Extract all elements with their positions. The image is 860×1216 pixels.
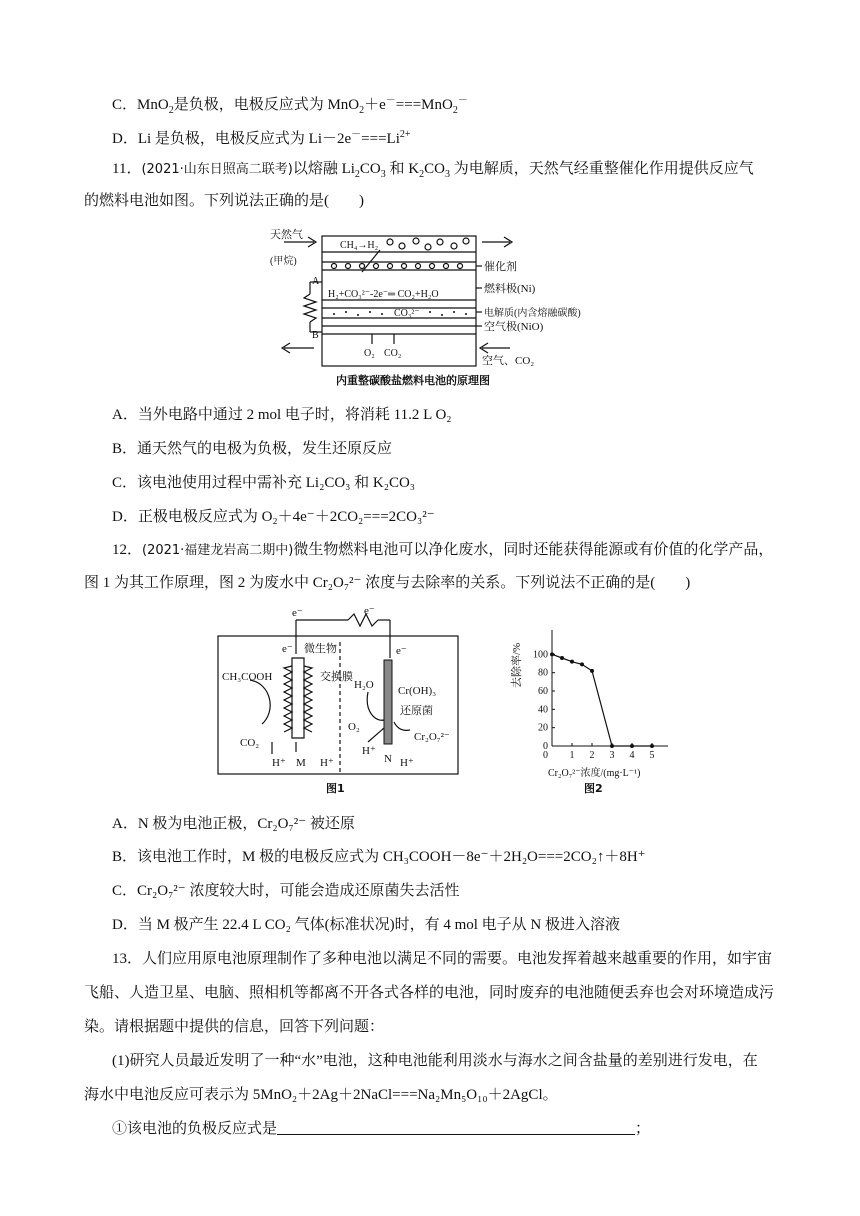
x-origin-label: 0 <box>543 750 548 761</box>
q12-stem: 12．(2021·福建龙岩高二期中)微生物燃料电池可以净化废水，同时还能获得能源或有价值的化学产品， <box>112 542 774 558</box>
q13-question-1: ①该电池的负极反应式是 ； <box>112 1121 651 1137</box>
x-tick-label: 2 <box>589 750 595 761</box>
q12-figure-2-chart <box>506 610 676 796</box>
fig1-caption: 图1 <box>326 782 345 795</box>
fig2-xlabel: Cr₂O₇²⁻浓度/(mg·L⁻¹) <box>548 768 641 779</box>
y-tick-label: 0 <box>543 741 548 752</box>
x-tick-label: 4 <box>629 750 635 761</box>
q12-option-b: B．该电池工作时，M 极的电极反应式为 CH₃COOH－8e⁻＋2H₂O===2CO₂↑＋8H⁺ <box>112 849 646 865</box>
fig1-reducing-bacteria: 还原菌 <box>400 705 433 717</box>
fig-label-electrolyte: 电解质(内含熔融碳酸) <box>484 308 581 319</box>
q13-part1-line2: 海水中电池反应可表示为 5MnO₂＋2Ag＋2NaCl===Na₂Mn₅O₁₀＋2AgCl。 <box>84 1087 558 1103</box>
y-tick-label: 20 <box>538 722 548 734</box>
x-tick-label: 5 <box>649 750 655 761</box>
q10-option-d: D．Li 是负极，电极反应式为 $Li-2e^-===Li^{2+}$ <box>112 129 411 147</box>
data-point <box>650 744 654 748</box>
y-tick-label: 80 <box>538 667 548 679</box>
fig-label-co2: CO₂ <box>384 348 402 359</box>
fig-label-reform: CH₄→H₂ <box>340 240 379 251</box>
fig-label-catalyst: 催化剂 <box>484 261 517 273</box>
q12-option-c: C．Cr₂O₇²⁻ 浓度较大时，可能会造成还原菌失去活性 <box>112 883 460 899</box>
q13-line-1: 13．人们应用原电池原理制作了多种电池以满足不同的需要。电池发挥着越来越重要的作用，如宇宙 <box>112 951 773 967</box>
fig1-h-mid: H⁺ <box>320 757 334 769</box>
fig1-e4: e⁻ <box>396 645 407 657</box>
fig-label-co3: CO₃²⁻ <box>394 308 420 319</box>
fig1-e3: e⁻ <box>282 643 293 655</box>
fig1-o2: O₂ <box>348 721 360 733</box>
q11-option-a: A．当外电路中通过 2 mol 电子时，将消耗 11.2 L O₂ <box>112 407 452 423</box>
fig1-cr2o7: Cr₂O₇²⁻ <box>414 731 450 743</box>
y-tick-label: 40 <box>538 704 548 716</box>
fig-label-reaction: H₂+CO₃²⁻-2e⁻═ CO₂+H₂O <box>328 289 439 300</box>
answer-blank[interactable] <box>277 1120 635 1135</box>
fig1-microbe: 微生物 <box>304 643 337 655</box>
fig1-e2: e⁻ <box>364 605 375 617</box>
fig1-h-left: H⁺ <box>272 757 286 769</box>
fig2-caption: 图2 <box>584 782 603 795</box>
fig1-croh3: Cr(OH)₃ <box>398 685 437 697</box>
q11-stem: 11．(2021·山东日照高二联考)以熔融 $Li_2CO_3$ 和 $K_2CO_3$ 为电解质，天然气经重整催化作用提供反应气 <box>112 161 754 180</box>
fig1-co2: CO₂ <box>240 737 260 749</box>
fig2-ylabel: 去除率/% <box>511 642 523 688</box>
q12-figure-1 <box>214 602 464 798</box>
y-tick-label: 100 <box>533 649 548 661</box>
x-tick-label: 3 <box>609 750 615 761</box>
fig-label-air-electrode: 空气极(NiO) <box>484 321 544 333</box>
q13-line-2: 飞船、人造卫星、电脑、照相机等都离不开各式各样的电池，同时废弃的电池随便丢弃也会对环境造成污 <box>84 985 775 1001</box>
data-point <box>610 744 614 748</box>
q12-stem-line2: 图 1 为其工作原理，图 2 为废水中 Cr₂O₇²⁻ 浓度与去除率的关系。下列说法不正确的是( ) <box>84 575 691 591</box>
q11-figure <box>270 222 620 394</box>
data-point <box>570 660 574 664</box>
q11-option-c: C．该电池使用过程中需补充 Li₂CO₃ 和 K₂CO₃ <box>112 475 416 491</box>
data-point <box>590 669 594 673</box>
fig-label-o2: O₂ <box>364 348 375 359</box>
q11-stem-line2: 的燃料电池如图。下列说法正确的是( ) <box>84 193 364 209</box>
data-point <box>580 662 584 666</box>
q11-option-b: B．通天然气的电极为负极，发生还原反应 <box>112 441 393 457</box>
fig-label-fuel-electrode: 燃料极(Ni) <box>484 283 536 295</box>
q13-line-3: 染。请根据题中提供的信息，回答下列问题： <box>84 1019 385 1035</box>
fig-label-natural-gas: 天然气 <box>270 229 303 241</box>
q13-part1-line1: (1)研究人员最近发明了一种“水”电池，这种电池能利用淡水与海水之间含盐量的差别进行发电，在 <box>112 1053 758 1069</box>
x-tick-label: 1 <box>569 750 575 761</box>
fig-caption: 内重整碳酸盐燃料电池的原理图 <box>336 374 490 387</box>
fig1-h-n: H⁺ <box>362 745 376 757</box>
fig1-n: N <box>384 753 392 765</box>
fig1-ch3cooh: CH₃COOH <box>222 671 273 683</box>
fig1-e1: e⁻ <box>292 607 303 619</box>
fig-label-air: 空气、CO₂ <box>482 355 535 367</box>
fig1-h2o: H₂O <box>354 679 374 691</box>
series-line <box>552 654 652 746</box>
data-point <box>550 652 554 656</box>
fig-label-b: B <box>312 330 319 341</box>
fig1-h-right: H⁺ <box>400 757 414 769</box>
data-point <box>560 656 564 660</box>
q10-option-c: C．MnO$_2$是负极，电极反应式为 MnO$_2$＋e－===MnO$_2$－ <box>112 95 468 116</box>
fig-label-methane: (甲烷) <box>270 256 297 267</box>
q12-option-d: D．当 M 极产生 22.4 L CO₂ 气体(标准状况)时，有 4 mol 电子从 N 极进入溶液 <box>112 917 621 933</box>
fig1-membrane: 交换膜 <box>320 671 353 683</box>
y-tick-label: 60 <box>538 686 548 697</box>
data-point <box>630 744 634 748</box>
fig1-m: M <box>296 757 306 769</box>
fig-label-a: A <box>312 276 320 287</box>
q12-option-a: A．N 极为电池正极，Cr₂O₇²⁻ 被还原 <box>112 816 355 832</box>
q11-option-d: D．正极电极反应式为 O₂＋4e⁻＋2CO₂===2CO₃²⁻ <box>112 509 435 525</box>
